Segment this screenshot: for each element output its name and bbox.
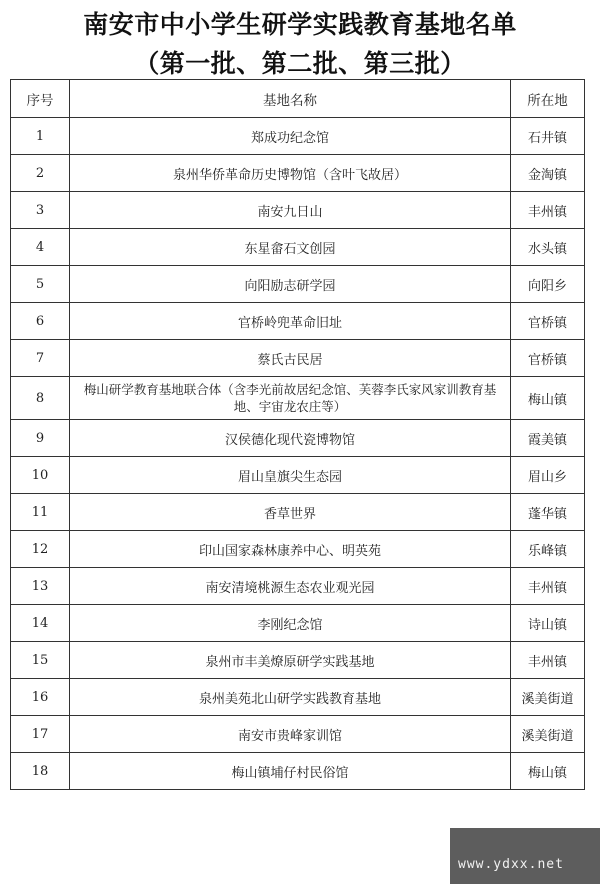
- row-number: 14: [11, 605, 70, 642]
- row-base-name: 眉山皇旗尖生态园: [70, 457, 511, 494]
- row-number: 18: [11, 753, 70, 790]
- table-row: [11, 118, 585, 155]
- row-location: 乐峰镇: [511, 531, 585, 568]
- watermark-text: www.ydxx.net: [458, 857, 564, 872]
- row-number: 4: [11, 229, 70, 266]
- row-number: 8: [11, 377, 70, 420]
- row-location: 蓬华镇: [511, 494, 585, 531]
- row-location: 金淘镇: [511, 155, 585, 192]
- row-location: 水头镇: [511, 229, 585, 266]
- row-base-name: 香草世界: [70, 494, 511, 531]
- row-base-name: 蔡氏古民居: [70, 340, 511, 377]
- row-location: 溪美街道: [511, 716, 585, 753]
- row-location: 梅山镇: [511, 753, 585, 790]
- row-location: 诗山镇: [511, 605, 585, 642]
- row-location: 丰州镇: [511, 642, 585, 679]
- row-base-name: 李刚纪念馆: [70, 605, 511, 642]
- row-number: 16: [11, 679, 70, 716]
- row-base-name: 印山国家森林康养中心、明英苑: [70, 531, 511, 568]
- row-location: 官桥镇: [511, 303, 585, 340]
- header-base-name: 基地名称: [70, 80, 511, 118]
- table-row: [11, 679, 585, 716]
- row-number: 5: [11, 266, 70, 303]
- row-base-name: 南安九日山: [70, 192, 511, 229]
- table-row: [11, 420, 585, 457]
- table-row: [11, 642, 585, 679]
- row-number: 9: [11, 420, 70, 457]
- row-number: 7: [11, 340, 70, 377]
- row-number: 17: [11, 716, 70, 753]
- site-watermark: [450, 828, 600, 884]
- row-base-name: 南安市贵峰家训馆: [70, 716, 511, 753]
- table-row: [11, 605, 585, 642]
- row-location: 丰州镇: [511, 192, 585, 229]
- table-row: [11, 494, 585, 531]
- row-location: 丰州镇: [511, 568, 585, 605]
- header-location: 所在地: [511, 80, 585, 118]
- row-base-name: 南安清境桃源生态农业观光园: [70, 568, 511, 605]
- row-number: 13: [11, 568, 70, 605]
- table-row: [11, 155, 585, 192]
- table-row: [11, 266, 585, 303]
- row-number: 3: [11, 192, 70, 229]
- row-number: 2: [11, 155, 70, 192]
- row-base-name: 郑成功纪念馆: [70, 118, 511, 155]
- row-location: 梅山镇: [511, 377, 585, 420]
- base-list-table: [10, 79, 585, 790]
- table-row: [11, 531, 585, 568]
- row-base-name: 泉州市丰美燎原研学实践基地: [70, 642, 511, 679]
- table-row: [11, 340, 585, 377]
- document-subtitle: （第一批、第二批、第三批）: [134, 49, 466, 78]
- row-number: 1: [11, 118, 70, 155]
- table-row: [11, 303, 585, 340]
- row-base-name: 汉侯德化现代瓷博物馆: [70, 420, 511, 457]
- row-location: 向阳乡: [511, 266, 585, 303]
- table-header-row: [11, 80, 585, 118]
- row-location: 霞美镇: [511, 420, 585, 457]
- row-base-name: 官桥岭兜革命旧址: [70, 303, 511, 340]
- row-base-name: 向阳励志研学园: [70, 266, 511, 303]
- row-base-name: 梅山研学教育基地联合体（含李光前故居纪念馆、芙蓉李氏家风家训教育基地、宇宙龙农庄等）: [70, 377, 511, 420]
- table-row: [11, 229, 585, 266]
- row-number: 6: [11, 303, 70, 340]
- row-number: 11: [11, 494, 70, 531]
- table-row: [11, 568, 585, 605]
- table-row: [11, 457, 585, 494]
- row-location: 石井镇: [511, 118, 585, 155]
- table-row: [11, 753, 585, 790]
- row-location: 官桥镇: [511, 340, 585, 377]
- header-number: 序号: [11, 80, 70, 118]
- table-row: [11, 192, 585, 229]
- row-location: 眉山乡: [511, 457, 585, 494]
- row-base-name: 东星畲石文创园: [70, 229, 511, 266]
- table-row: [11, 716, 585, 753]
- document-title: 南安市中小学生研学实践教育基地名单: [83, 10, 517, 39]
- row-base-name: 泉州华侨革命历史博物馆（含叶飞故居）: [70, 155, 511, 192]
- row-location: 溪美街道: [511, 679, 585, 716]
- row-number: 12: [11, 531, 70, 568]
- row-number: 15: [11, 642, 70, 679]
- row-base-name: 梅山镇埔仔村民俗馆: [70, 753, 511, 790]
- row-number: 10: [11, 457, 70, 494]
- table-row: [11, 377, 585, 420]
- row-base-name: 泉州美苑北山研学实践教育基地: [70, 679, 511, 716]
